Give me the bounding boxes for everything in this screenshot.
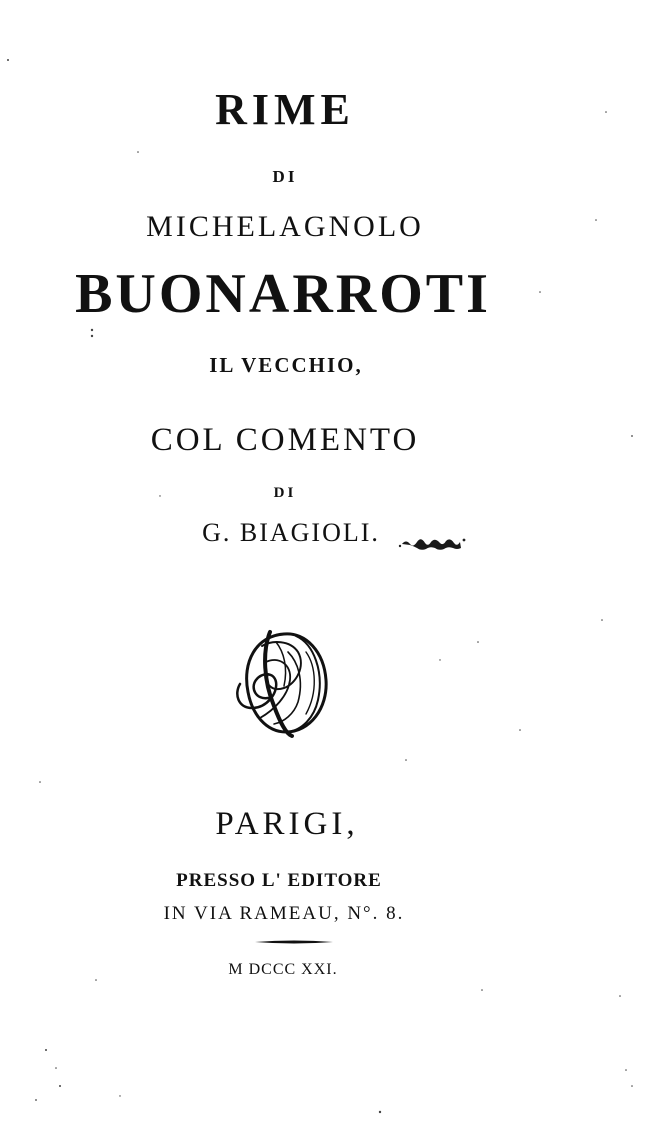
author-epithet: IL VECCHIO, <box>209 353 363 377</box>
ink-stain-icon <box>398 530 468 554</box>
tapered-rule-icon <box>255 940 333 944</box>
imprint-publisher: PRESSO L' EDITORE <box>176 870 382 891</box>
monogram-icon <box>226 622 342 740</box>
commentary-line: COL COMENTO <box>150 422 420 458</box>
author-last-name: BUONARROTI <box>75 263 491 325</box>
preposition-di-author: DI <box>272 167 298 186</box>
title-rime: RIME <box>215 85 355 134</box>
author-first-name: MICHELAGNOLO <box>146 210 424 243</box>
imprint-city: PARIGI, <box>215 806 359 842</box>
preposition-di-commentator: DI <box>273 485 297 501</box>
imprint-year: M DCCC XXI. <box>228 961 338 978</box>
commentator-name: G. BIAGIOLI. <box>202 518 380 547</box>
imprint-address: IN VIA RAMEAU, N°. 8. <box>163 903 405 924</box>
